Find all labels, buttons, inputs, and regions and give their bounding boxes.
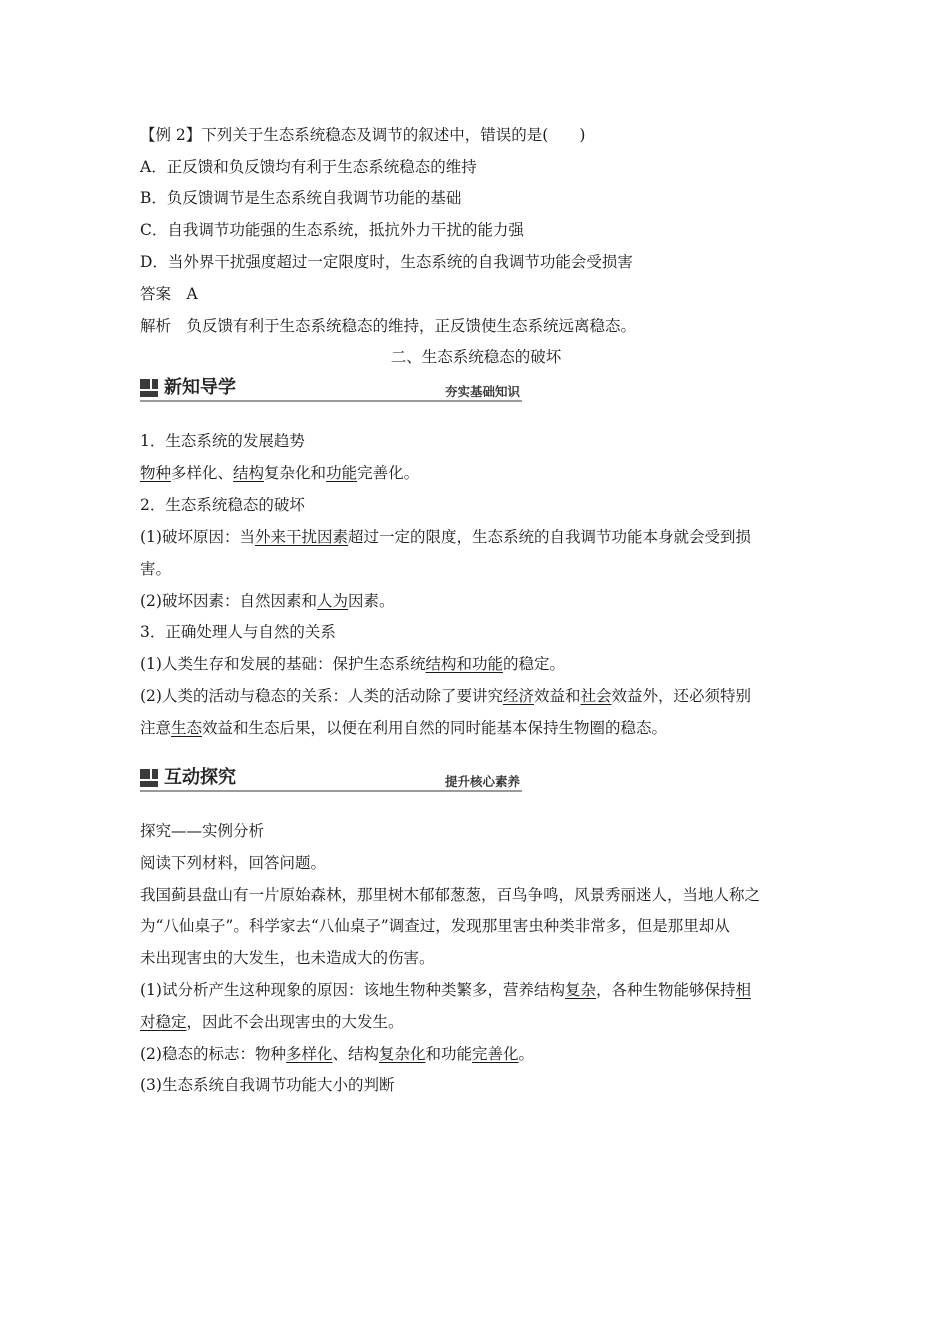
answer-label: 答案 xyxy=(140,285,172,303)
option-b: B．负反馈调节是生态系统自我调节功能的基础 xyxy=(140,189,462,207)
blank-human: 人为 xyxy=(316,592,348,610)
knowledge-2-2 xyxy=(140,590,812,612)
blank-complexified: 复杂化 xyxy=(379,1045,426,1063)
knowledge-1-title: 1．生态系统的发展趋势 xyxy=(140,432,305,450)
text: (1)试分析产生这种现象的原因：该地生物种类繁多，营养结构 xyxy=(140,981,565,999)
knowledge-2-1 xyxy=(140,526,812,548)
knowledge-3-2-cont xyxy=(140,717,812,739)
blank-relative-stable: 相 xyxy=(735,981,752,999)
text: 注意 xyxy=(140,719,172,737)
section-block-icon xyxy=(140,379,158,397)
blank-species: 物种 xyxy=(140,464,172,482)
analysis-label: 解析 xyxy=(140,317,172,335)
header-title: 新知导学 xyxy=(164,377,236,398)
text: 多样化、 xyxy=(171,464,234,482)
blank-social: 社会 xyxy=(580,687,612,705)
answer-value: A xyxy=(186,285,198,303)
section-header-interactive xyxy=(140,766,522,792)
text: 的稳定。 xyxy=(502,655,565,673)
explore-material: 未出现害虫的大发生，也未造成大的伤害。 xyxy=(140,949,435,967)
text: 复杂化和 xyxy=(264,464,327,482)
text: ，因此不会出现害虫的大发生。 xyxy=(186,1013,404,1031)
explore-material: 为“八仙桌子”。科学家去“八仙桌子”调查过，发现那里害虫种类非常多，但是那里却从 xyxy=(140,917,730,935)
explore-title: 探究——实例分析 xyxy=(140,822,265,840)
section-header-new-knowledge xyxy=(140,376,522,402)
knowledge-2-title: 2．生态系统稳态的破坏 xyxy=(140,496,305,514)
blank-structure: 结构 xyxy=(233,464,265,482)
header-subtitle: 提升核心素养 xyxy=(444,774,520,789)
knowledge-2-1-cont: 害。 xyxy=(140,560,172,578)
section-title: 二、生态系统稳态的破坏 xyxy=(390,348,562,366)
header-rule xyxy=(140,790,522,792)
text: (1)破坏原因：当 xyxy=(140,528,255,546)
text: 、结构 xyxy=(332,1045,379,1063)
text: (2)人类的活动与稳态的关系：人类的活动除了要讲究 xyxy=(140,687,503,705)
text: (1)人类生存和发展的基础：保护生态系统 xyxy=(140,655,426,673)
analysis-text: 负反馈有利于生态系统稳态的维持，正反馈使生态系统远离稳态。 xyxy=(186,317,637,335)
text: 因素。 xyxy=(347,592,395,610)
option-c: C．自我调节功能强的生态系统，抵抗外力干扰的能力强 xyxy=(140,221,524,239)
analysis-line xyxy=(140,315,812,337)
blank-relative-stable: 对稳定 xyxy=(140,1013,187,1031)
explore-q3: (3)生态系统自我调节功能大小的判断 xyxy=(140,1076,395,1094)
knowledge-1-text xyxy=(140,462,812,484)
blank-function: 功能 xyxy=(326,464,358,482)
blank-complex: 复杂 xyxy=(564,981,596,999)
header-subtitle: 夯实基础知识 xyxy=(444,384,520,399)
text: 。 xyxy=(518,1045,535,1063)
text: (2)破坏因素：自然因素和 xyxy=(140,592,317,610)
blank-external-factor: 外来干扰因素 xyxy=(254,528,348,546)
text: (2)稳态的标志：物种 xyxy=(140,1045,286,1063)
blank-ecological: 生态 xyxy=(171,719,203,737)
example-stem: 下列关于生态系统稳态及调节的叙述中，错误的是( ) xyxy=(201,126,586,144)
explore-q2 xyxy=(140,1043,812,1065)
header-rule xyxy=(140,400,522,402)
knowledge-3-title: 3．正确处理人与自然的关系 xyxy=(140,623,336,641)
blank-economic: 经济 xyxy=(502,687,534,705)
explore-q1 xyxy=(140,979,812,1001)
text: 完善化。 xyxy=(357,464,420,482)
knowledge-3-1 xyxy=(140,653,812,675)
knowledge-3-2 xyxy=(140,685,812,707)
text: 效益外，还必须特别 xyxy=(611,687,752,705)
example-label: 【例 2】 xyxy=(140,126,202,144)
explore-intro: 阅读下列材料，回答问题。 xyxy=(140,854,327,872)
example-question xyxy=(140,124,812,146)
text: 效益和生态后果，以便在利用自然的同时能基本保持生物圈的稳态。 xyxy=(202,719,668,737)
blank-diversified: 多样化 xyxy=(285,1045,333,1063)
blank-perfected: 完善化 xyxy=(472,1045,519,1063)
text: ，各种生物能够保持 xyxy=(595,981,736,999)
option-d: D．当外界干扰强度超过一定限度时，生态系统的自我调节功能会受损害 xyxy=(140,253,633,271)
text: 超过一定的限度，生态系统的自我调节功能本身就会受到损 xyxy=(347,528,751,546)
blank-structure-function: 结构和功能 xyxy=(425,655,503,673)
text: 效益和 xyxy=(533,687,581,705)
explore-q1-cont xyxy=(140,1011,812,1033)
explore-material: 我国蓟县盘山有一片原始森林，那里树木郁郁葱葱，百鸟争鸣，风景秀丽迷人，当地人称之 xyxy=(140,886,761,904)
answer-line xyxy=(140,283,812,305)
header-title: 互动探究 xyxy=(164,767,236,788)
option-a: A．正反馈和负反馈均有利于生态系统稳态的维持 xyxy=(140,158,477,176)
section-block-icon xyxy=(140,769,158,787)
text: 和功能 xyxy=(425,1045,473,1063)
